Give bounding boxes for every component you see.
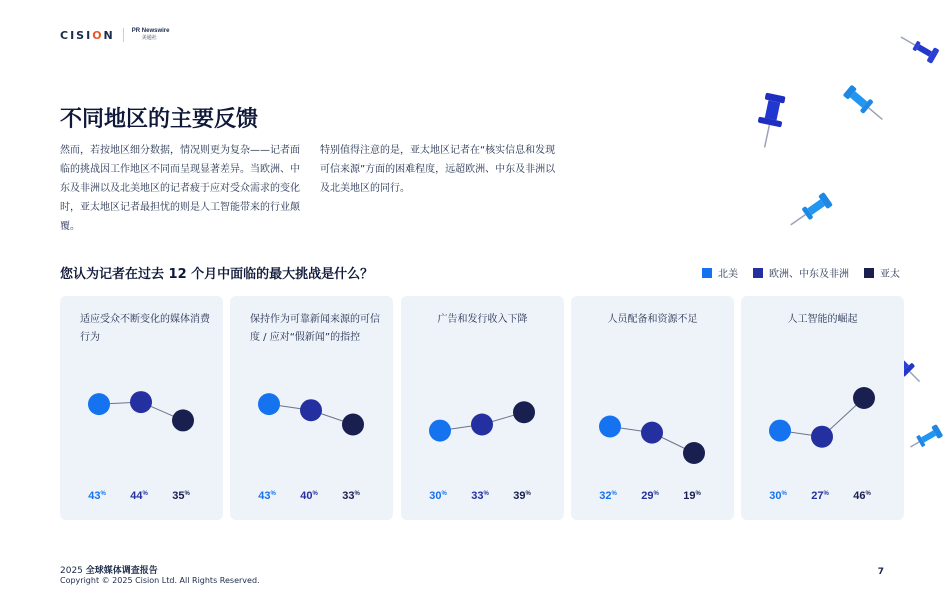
data-point <box>172 409 194 431</box>
footer-year: 2025 <box>60 566 83 576</box>
card-chart <box>60 296 223 520</box>
legend-item-apac <box>864 265 900 280</box>
card-title: 适应受众不断变化的媒体消费行为 <box>80 314 210 343</box>
data-label: 29% <box>641 490 659 502</box>
data-label: 27% <box>811 490 829 502</box>
card-chart <box>401 296 564 520</box>
legend-swatch <box>864 268 874 278</box>
data-point <box>811 426 833 448</box>
data-label: 30% <box>429 490 447 502</box>
legend-label: 北美 <box>718 269 738 280</box>
data-label: 35% <box>172 490 190 502</box>
data-label: 43% <box>258 490 276 502</box>
data-point <box>853 387 875 409</box>
brand-logo <box>60 28 169 42</box>
pushpin-icon <box>908 420 944 456</box>
data-point <box>513 401 535 423</box>
card-chart <box>230 296 393 520</box>
data-point <box>130 391 152 413</box>
prnewswire-logo <box>132 28 170 42</box>
data-label: 40% <box>300 490 318 502</box>
pushpin-icon <box>784 188 840 232</box>
card-title: 广告和发行收入下降 <box>437 314 528 325</box>
challenge-card <box>60 296 223 520</box>
footer-copyright: Copyright © 2025 Cision Ltd. All Rights Reserved. <box>60 576 260 585</box>
data-point <box>599 416 621 438</box>
intro-paragraph-left: 然而，若按地区细分数据，情况则更为复杂——记者面临的挑战因工作地区不同而呈现显著差异。当欧洲、中东及非洲以及北美地区的记者疲于应对受众需求的变化时，亚太地区记者最担忧的则是人工智能带来的行业颠覆。 <box>60 145 300 232</box>
data-label: 46% <box>853 490 871 502</box>
footer-report-title <box>60 563 158 576</box>
legend-label: 欧洲、中东及非洲 <box>769 269 849 280</box>
data-label: 33% <box>471 490 489 502</box>
data-point <box>471 413 493 435</box>
data-point <box>429 420 451 442</box>
prnewswire-logo-en: PR Newswire <box>131 28 170 34</box>
data-point <box>342 413 364 435</box>
data-label: 19% <box>683 490 701 502</box>
page-number: 7 <box>877 567 884 577</box>
legend-label: 亚太 <box>880 269 900 280</box>
chart-question: 您认为记者在过去 12 个月中面临的最大挑战是什么？ <box>60 267 374 282</box>
data-label: 33% <box>342 490 360 502</box>
legend-item-emea <box>753 265 849 280</box>
card-title: 保持作为可靠新闻来源的可信度 / 应对“假新闻”的指控 <box>250 314 380 343</box>
data-label: 39% <box>513 490 531 502</box>
data-label: 30% <box>769 490 787 502</box>
challenge-card <box>401 296 564 520</box>
pushpin-icon <box>896 28 944 68</box>
legend-swatch <box>702 268 712 278</box>
data-point <box>258 393 280 415</box>
data-point <box>300 399 322 421</box>
legend-item-north-america <box>702 265 738 280</box>
data-point <box>769 420 791 442</box>
pushpin-icon <box>838 80 890 128</box>
challenge-card <box>230 296 393 520</box>
data-label: 32% <box>599 490 617 502</box>
footer-report-name: 全球媒体调查报告 <box>85 566 158 576</box>
data-label: 44% <box>130 490 148 502</box>
card-title: 人工智能的崛起 <box>787 314 858 325</box>
cision-logo: CISION <box>60 28 115 42</box>
card-title: 人员配备和资源不足 <box>607 314 698 325</box>
challenge-card <box>571 296 734 520</box>
data-label: 43% <box>88 490 106 502</box>
pushpin-icon <box>750 90 790 154</box>
card-chart <box>571 296 734 520</box>
prnewswire-logo-cn: 美通社 <box>141 35 157 41</box>
challenge-card <box>741 296 904 520</box>
data-point <box>88 393 110 415</box>
data-point <box>683 442 705 464</box>
legend-swatch <box>753 268 763 278</box>
page-title: 不同地区的主要反馈 <box>60 107 259 132</box>
data-point <box>641 422 663 444</box>
intro-paragraph-right: 特别值得注意的是，亚太地区记者在“核实信息和发现可信来源”方面的困难程度，远超欧洲、中东及非洲以及北美地区的同行。 <box>320 145 556 194</box>
logo-divider <box>123 28 124 42</box>
card-chart <box>741 296 904 520</box>
chart-legend <box>687 265 900 280</box>
